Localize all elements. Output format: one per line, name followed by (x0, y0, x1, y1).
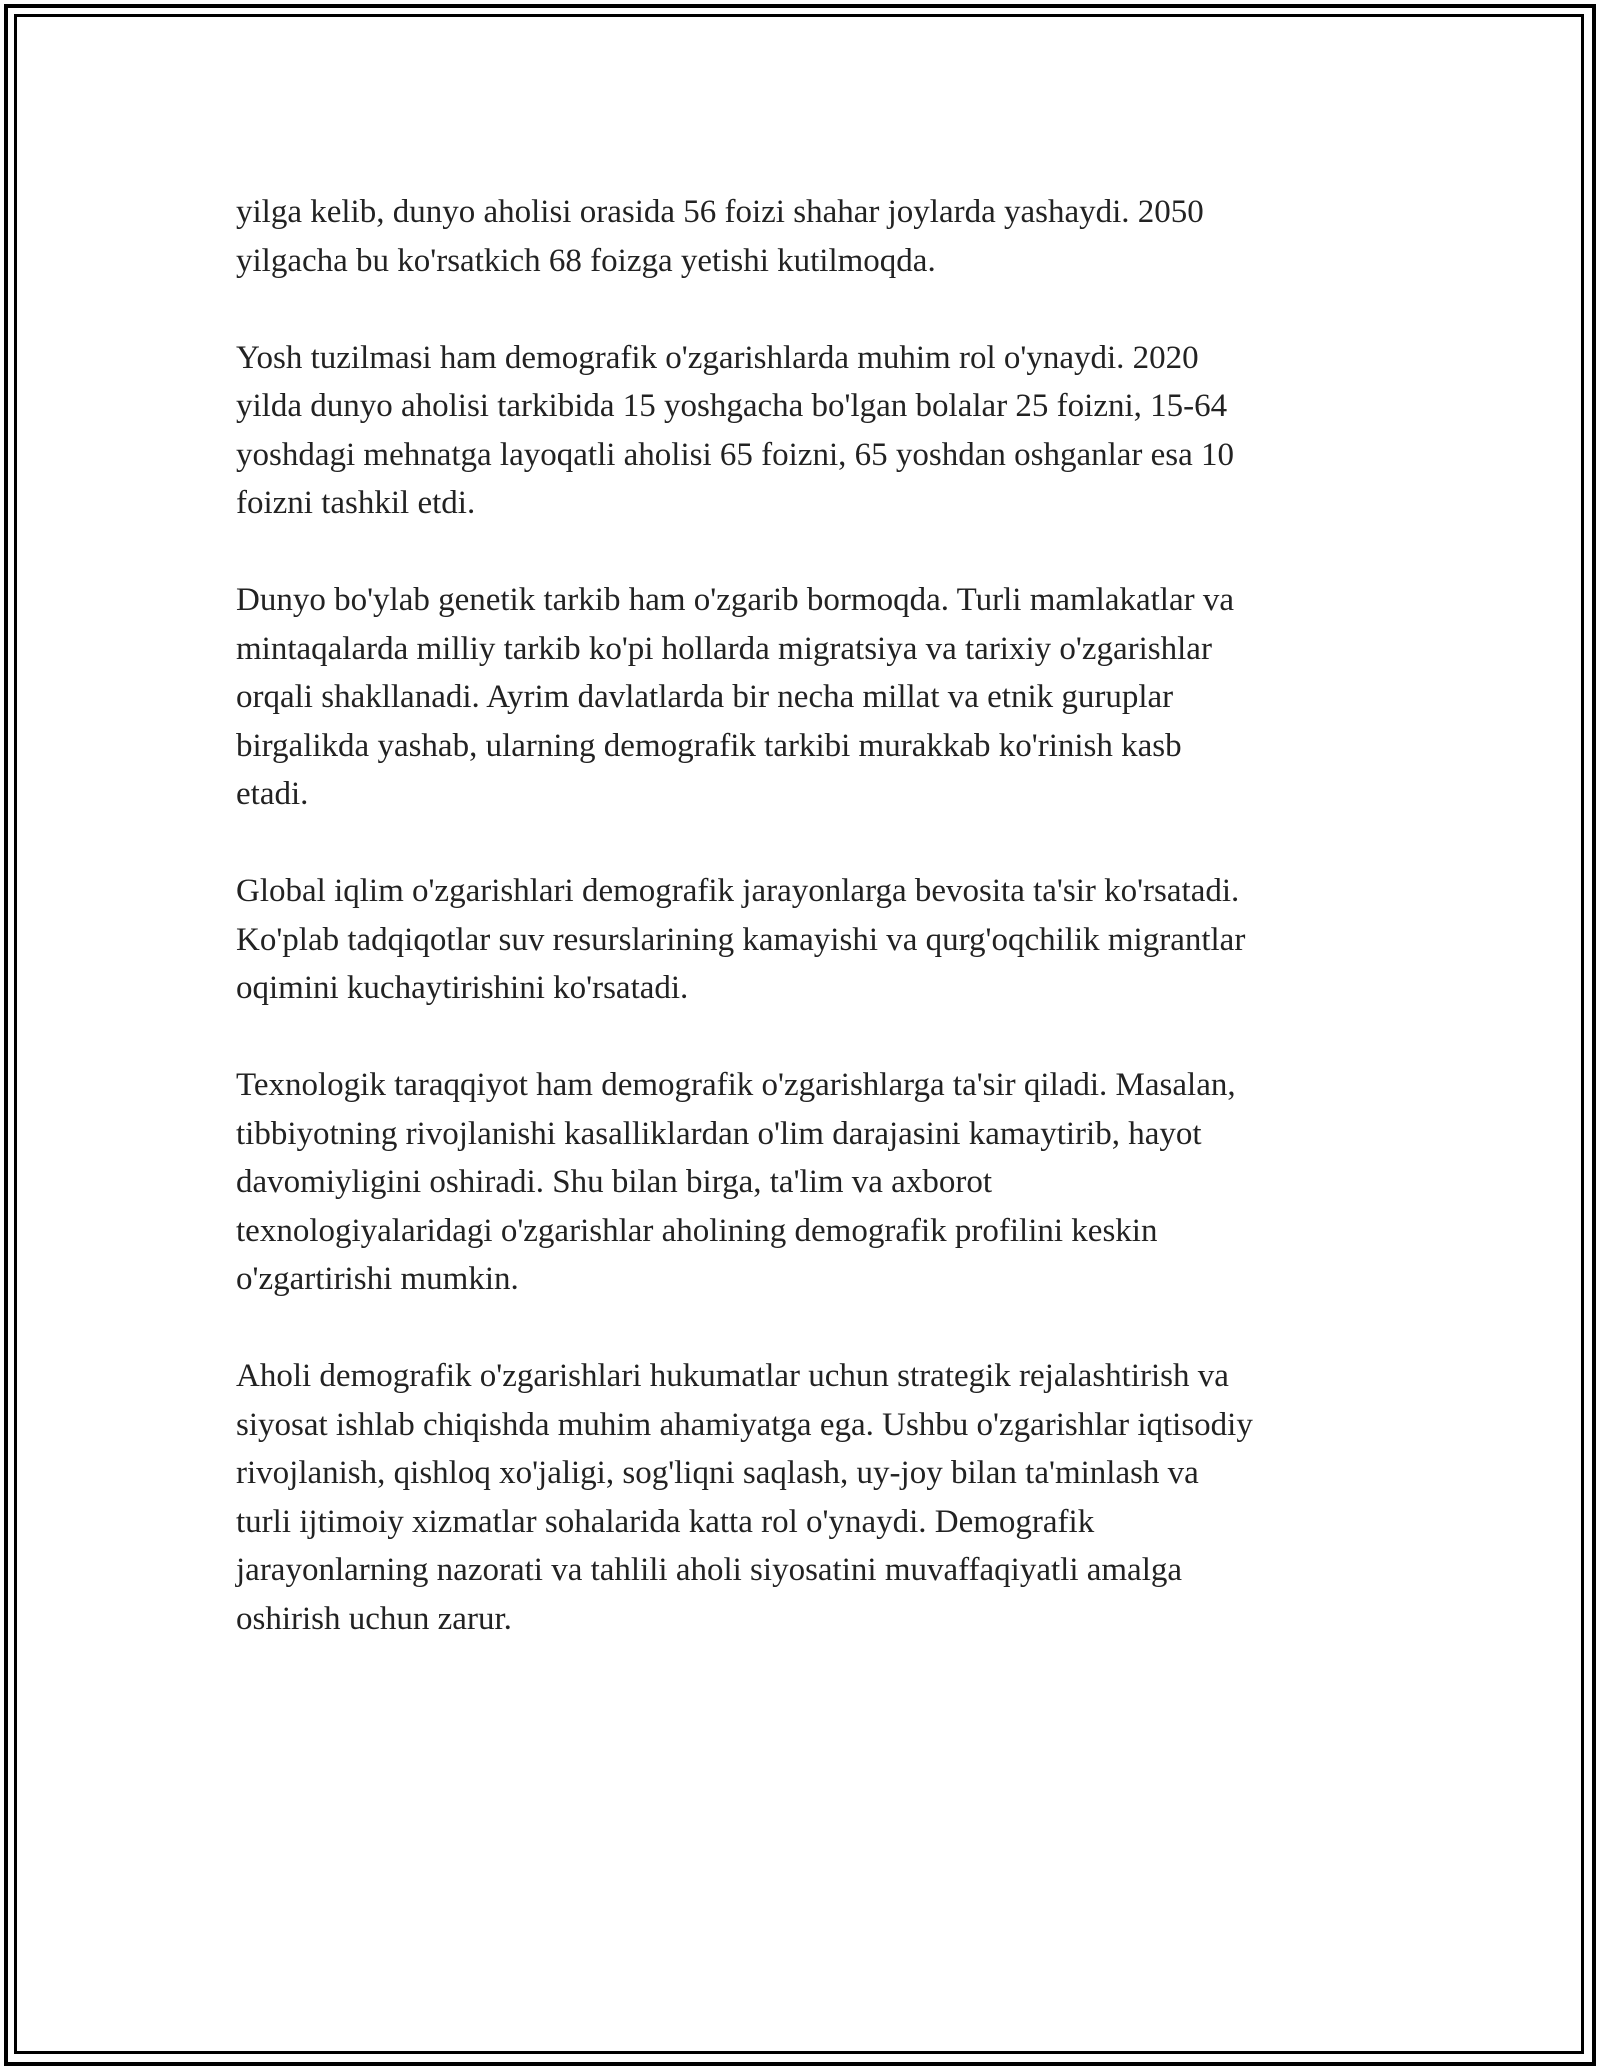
text-line: davomiyligini oshiradi. Shu bilan birga, ta'lim va axborot (236, 1164, 992, 1200)
paragraph-age-structure (236, 334, 1376, 528)
text-line: jarayonlarning nazorati va tahlili aholi siyosatini muvaffaqiyatli amalga (236, 1552, 1183, 1588)
text-line: yilga kelib, dunyo aholisi orasida 56 foizi shahar joylarda yashaydi. 2050 (236, 194, 1204, 230)
text-line: orqali shakllanadi. Ayrim davlatlarda bir necha millat va etnik guruplar (236, 679, 1174, 715)
paragraph-ethnic-composition (236, 576, 1376, 819)
paragraph-government-policy (236, 1352, 1376, 1643)
text-line: texnologiyalaridagi o'zgarishlar aholining demografik profilini keskin (236, 1212, 1158, 1249)
text-line: o'zgartirishi mumkin. (236, 1261, 519, 1297)
text-line: Dunyo bo'ylab genetik tarkib ham o'zgarib bormoqda. Turli mamlakatlar va (236, 582, 1235, 618)
text-line: rivojlanish, qishloq xo'jaligi, sog'liqni saqlash, uy-joy bilan ta'minlash va (236, 1455, 1199, 1491)
document-body (236, 188, 1376, 1692)
text-line: etadi. (236, 776, 309, 812)
text-line: Global iqlim o'zgarishlari demografik jarayonlarga bevosita ta'sir ko'rsatadi. (236, 873, 1240, 909)
text-line: mintaqalarda milliy tarkib ko'pi hollarda migratsiya va tarixiy o'zgarishlar (236, 630, 1212, 667)
text-line: tibbiyotning rivojlanishi kasalliklardan o'lim darajasini kamaytirib, hayot (236, 1115, 1202, 1152)
paragraph-technology (236, 1061, 1376, 1304)
text-line: foizni tashkil etdi. (236, 485, 476, 521)
text-line: Aholi demografik o'zgarishlari hukumatlar uchun strategik rejalashtirish va (236, 1358, 1229, 1394)
paragraph-urbanization (236, 188, 1376, 285)
text-line: yilgacha bu ko'rsatkich 68 foizga yetishi kutilmoqda. (236, 242, 936, 279)
text-line: siyosat ishlab chiqishda muhim ahamiyatga ega. Ushbu o'zgarishlar iqtisodiy (236, 1406, 1253, 1443)
text-line: Yosh tuzilmasi ham demografik o'zgarishlarda muhim rol o'ynaydi. 2020 (236, 339, 1199, 376)
text-line: Ko'plab tadqiqotlar suv resurslarining kamayishi va qurg'oqchilik migrantlar (236, 921, 1246, 958)
text-line: oqimini kuchaytirishini ko'rsatadi. (236, 970, 689, 1006)
text-line: Texnologik taraqqiyot ham demografik o'zgarishlarga ta'sir qiladi. Masalan, (236, 1067, 1236, 1103)
text-line: yoshdagi mehnatga layoqatli aholisi 65 foizni, 65 yoshdan oshganlar esa 10 (236, 436, 1235, 473)
text-line: oshirish uchun zarur. (236, 1600, 512, 1637)
paragraph-climate-change (236, 867, 1376, 1013)
text-line: yilda dunyo aholisi tarkibida 15 yoshgacha bo'lgan bolalar 25 foizni, 15-64 (236, 388, 1228, 424)
text-line: birgalikda yashab, ularning demografik tarkibi murakkab ko'rinish kasb (236, 727, 1182, 764)
text-line: turli ijtimoiy xizmatlar sohalarida katta rol o'ynaydi. Demografik (236, 1503, 1095, 1540)
